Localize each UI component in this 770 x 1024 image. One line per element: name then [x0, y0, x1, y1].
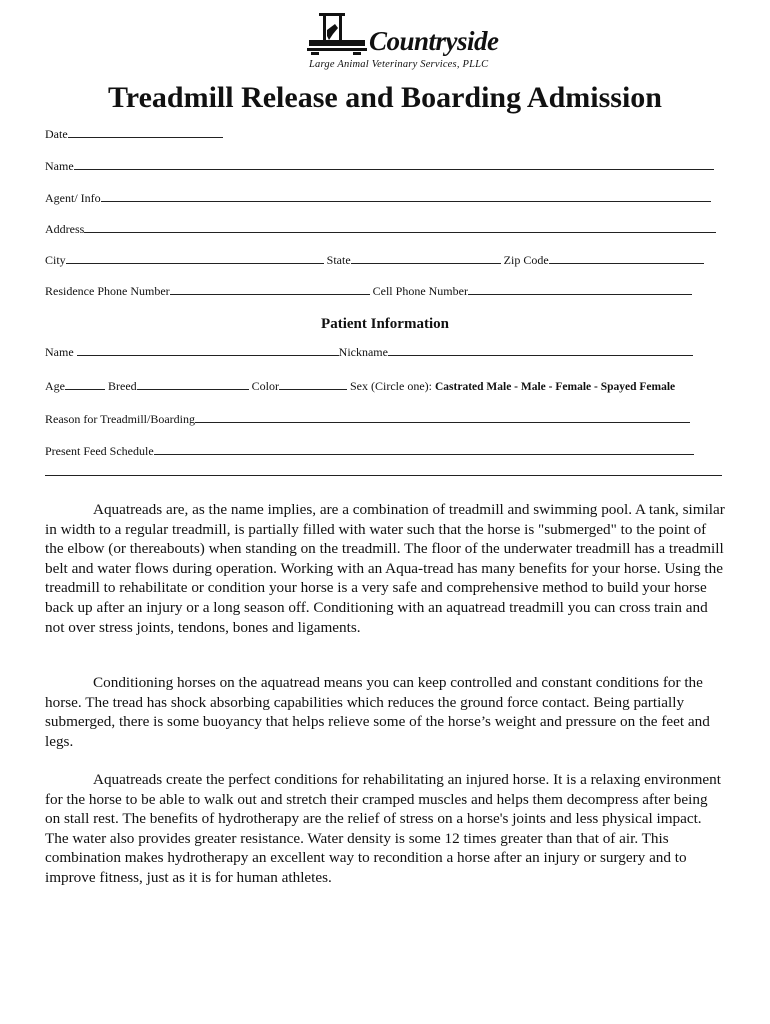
date-label: Date — [45, 127, 68, 141]
clinic-logo — [305, 10, 499, 76]
logo-name: Countryside — [369, 26, 499, 56]
date-field[interactable] — [45, 126, 223, 142]
address-blank[interactable] — [84, 221, 716, 233]
name-label: Name — [45, 159, 74, 173]
patient-details-row — [45, 378, 675, 395]
state-label: State — [326, 253, 351, 267]
zip-label: Zip Code — [503, 253, 549, 267]
treadmill-logo-icon — [305, 10, 369, 58]
agent-info-field[interactable] — [45, 190, 711, 206]
breed-blank[interactable] — [137, 378, 249, 390]
paragraph-1 — [45, 500, 725, 637]
feed-blank[interactable] — [154, 443, 694, 455]
nickname-blank[interactable] — [388, 344, 693, 356]
paragraph-2-text: Conditioning horses on the aquatread means you can keep controlled and constant conditions for the horse. The tread has shock absorbing capabilities which reduces the ground force contact. Being partially submerged, there is some buoyancy that helps relieve some of the horse’s weight and pressure on the feet and legs. — [45, 674, 710, 750]
agent-info-label: Agent/ Info — [45, 191, 101, 205]
phone-row — [45, 283, 692, 299]
paragraph-2 — [45, 673, 725, 751]
name-blank[interactable] — [74, 158, 714, 170]
patient-name-blank[interactable] — [77, 344, 339, 356]
logo-subtitle: Large Animal Veterinary Services, PLLC — [309, 59, 489, 70]
cell-phone-label: Cell Phone Number — [372, 284, 468, 298]
cell-phone-blank[interactable] — [468, 283, 692, 295]
patient-name-row — [45, 344, 693, 360]
reason-blank[interactable] — [195, 411, 690, 423]
feed-label: Present Feed Schedule — [45, 444, 154, 458]
name-field[interactable] — [45, 158, 714, 174]
nickname-label: Nickname — [338, 345, 388, 359]
paragraph-1-text: Aquatreads are, as the name implies, are a combination of treadmill and swimming pool. A tank, similar in width to a regular treadmill, is partially filled with water such that the horse is "submerged" to the point of the elbow (or thereabouts) when standing on the treadmill. The floor of the underwater treadmill has a treadmill belt and water flows during operation. Working with an Aqua-tread has many benefits for your horse. Using the treadmill to rehabilitate or condition your horse is a very safe and comprehensive method to build your horse back up after an injury or a long season off. Conditioning with an aquatread treadmill you can cross train and not over stress joints, tendons, bones and ligaments. — [45, 501, 725, 636]
reason-field[interactable] — [45, 411, 690, 427]
patient-name-label: Name — [45, 345, 74, 359]
age-blank[interactable] — [65, 378, 105, 390]
sex-label: Sex (Circle one): — [350, 379, 432, 393]
state-blank[interactable] — [351, 252, 501, 264]
paragraph-3 — [45, 770, 725, 888]
residence-phone-blank[interactable] — [170, 283, 370, 295]
page-title: Treadmill Release and Boarding Admission — [108, 81, 662, 114]
residence-phone-label: Residence Phone Number — [45, 284, 170, 298]
section-divider — [45, 475, 722, 476]
breed-label: Breed — [108, 379, 137, 393]
address-field[interactable] — [45, 221, 716, 237]
city-label: City — [45, 253, 66, 267]
reason-label: Reason for Treadmill/Boarding — [45, 412, 195, 426]
zip-blank[interactable] — [549, 252, 704, 264]
date-blank[interactable] — [68, 126, 223, 138]
color-blank[interactable] — [279, 378, 347, 390]
agent-info-blank[interactable] — [101, 190, 711, 202]
paragraph-3-text: Aquatreads create the perfect conditions for rehabilitating an injured horse. It is a relaxing environment for the horse to be able to walk out and stretch their cramped muscles and helps them decompress after being on stall rest. The benefits of hydrotherapy are the relief of stress on a horse's joints and less physical impact. The water also provides greater resistance. Water density is some 12 times greater than that of air. This combination makes hydrotherapy an excellent way to recondition a horse after an injury or surgery and to improve fitness, just as it is for human athletes. — [45, 771, 721, 886]
color-label: Color — [251, 379, 279, 393]
age-label: Age — [45, 379, 65, 393]
city-state-zip-row — [45, 252, 704, 268]
patient-info-heading: Patient Information — [321, 316, 449, 332]
city-blank[interactable] — [66, 252, 324, 264]
sex-options[interactable]: Castrated Male - Male - Female - Spayed Female — [434, 381, 676, 393]
feed-field[interactable] — [45, 443, 694, 459]
address-label: Address — [45, 222, 85, 236]
